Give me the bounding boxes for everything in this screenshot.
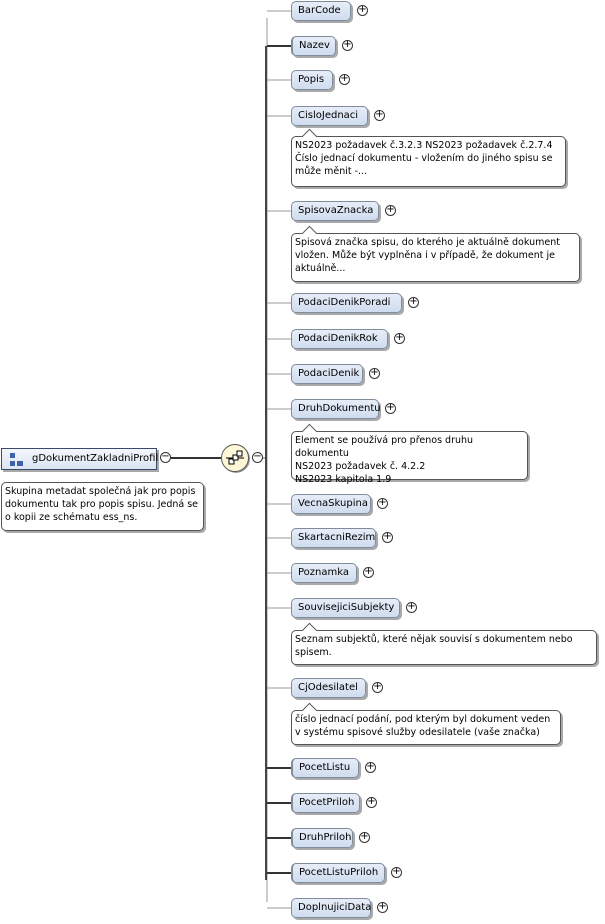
element-label: PodaciDenikRok: [298, 333, 378, 344]
element-DruhPriloh[interactable]: [291, 828, 353, 848]
plus-circle-icon[interactable]: +: [364, 566, 373, 577]
element-note: [291, 710, 561, 745]
plus-circle-icon[interactable]: +: [392, 866, 401, 877]
element-SpisovaZnacka[interactable]: [291, 201, 379, 221]
element-label: PodaciDenikPoradi: [298, 297, 391, 308]
element-Poznamka[interactable]: [291, 563, 357, 583]
element-label: PocetPriloh: [299, 797, 355, 808]
plus-circle-icon[interactable]: +: [386, 204, 395, 215]
plus-circle-icon[interactable]: +: [358, 4, 367, 15]
root-group-label: gDokumentZakladniProfil: [32, 453, 159, 464]
minus-circle-icon[interactable]: −: [253, 451, 262, 462]
plus-circle-icon[interactable]: +: [383, 531, 392, 542]
element-PodaciDenikRok[interactable]: [291, 329, 388, 349]
plus-circle-icon[interactable]: +: [407, 601, 416, 612]
element-label: SpisovaZnacka: [298, 205, 374, 216]
sequence-compositor-icon[interactable]: [221, 444, 249, 472]
plus-circle-icon[interactable]: +: [343, 39, 352, 50]
element-note-text: NS2023 požadavek č.3.2.3 NS2023 požadavek č.2.7.4 Číslo jednací dokumentu - vložením do jiného spisu se může měnit -...: [295, 140, 553, 177]
plus-circle-icon[interactable]: +: [386, 402, 395, 413]
element-note-text: Element se používá pro přenos druhu dokumentu NS2023 požadavek č. 4.2.2 NS2023 kapitola 1.9: [295, 435, 474, 485]
element-note: [291, 630, 597, 665]
element-PocetListuPriloh[interactable]: [291, 863, 385, 883]
element-note: [291, 233, 580, 282]
element-label: Popis: [298, 74, 325, 85]
element-label: Nazev: [299, 40, 330, 51]
element-note: [291, 431, 528, 485]
element-label: CjOdesilatel: [298, 682, 358, 693]
plus-circle-icon[interactable]: +: [340, 73, 349, 84]
element-note-text: Spisová značka spisu, do kterého je aktuálně dokument vložen. Může být vyplněna i v případě, že dokument je aktuálně...: [295, 237, 560, 274]
plus-circle-icon[interactable]: +: [373, 681, 382, 692]
element-CisloJednaci[interactable]: [291, 106, 368, 126]
element-note: [291, 136, 566, 187]
plus-circle-icon[interactable]: +: [378, 497, 387, 508]
plus-circle-icon[interactable]: +: [409, 296, 418, 307]
element-label: VecnaSkupina: [298, 498, 368, 509]
element-Popis[interactable]: [291, 70, 333, 90]
element-DruhDokumentu[interactable]: [291, 399, 379, 419]
element-PodaciDenikPoradi[interactable]: [291, 293, 402, 313]
plus-circle-icon[interactable]: +: [366, 761, 375, 772]
element-label: SkartacniRezim: [298, 532, 376, 543]
root-description-text: Skupina metadat společná jak pro popis dokumentu tak pro popis spisu. Jedná se o kopii ze schématu ess_ns.: [5, 486, 199, 523]
element-Nazev[interactable]: [291, 36, 336, 56]
element-PocetListu[interactable]: [291, 758, 359, 778]
element-SkartacniRezim[interactable]: [291, 528, 376, 548]
root-group-node[interactable]: [1, 448, 157, 470]
element-label: CisloJednaci: [298, 110, 359, 121]
element-label: PodaciDenik: [298, 368, 360, 379]
plus-circle-icon[interactable]: +: [378, 901, 387, 912]
element-label: Poznamka: [298, 567, 349, 578]
element-note-text: Seznam subjektů, které nějak souvisí s dokumentem nebo spisem.: [295, 634, 573, 658]
element-DoplnujiciData[interactable]: [291, 898, 371, 918]
element-label: PocetListuPriloh: [299, 867, 379, 878]
element-PocetPriloh[interactable]: [291, 793, 360, 813]
plus-circle-icon[interactable]: +: [367, 796, 376, 807]
element-CjOdesilatel[interactable]: [291, 678, 366, 698]
element-note-text: číslo jednací podání, pod kterým byl dokument veden v systému spisové služby odesilatele (vaše značka): [295, 714, 551, 738]
element-label: SouvisejiciSubjekty: [298, 602, 395, 613]
plus-circle-icon[interactable]: +: [375, 109, 384, 120]
element-SouvisejiciSubjekty[interactable]: [291, 598, 400, 618]
root-description: [1, 482, 204, 531]
plus-circle-icon[interactable]: +: [370, 367, 379, 378]
minus-circle-icon[interactable]: −: [161, 451, 170, 462]
element-PodaciDenik[interactable]: [291, 364, 363, 384]
element-VecnaSkupina[interactable]: [291, 494, 371, 514]
element-BarCode[interactable]: [291, 1, 351, 21]
element-label: DruhPriloh: [299, 832, 352, 843]
element-label: DruhDokumentu: [298, 403, 381, 414]
plus-circle-icon[interactable]: +: [395, 332, 404, 343]
group-icon: [10, 453, 24, 467]
element-label: PocetListu: [299, 762, 351, 773]
element-label: BarCode: [298, 5, 341, 16]
element-label: DoplnujiciData: [298, 902, 372, 913]
plus-circle-icon[interactable]: +: [360, 831, 369, 842]
